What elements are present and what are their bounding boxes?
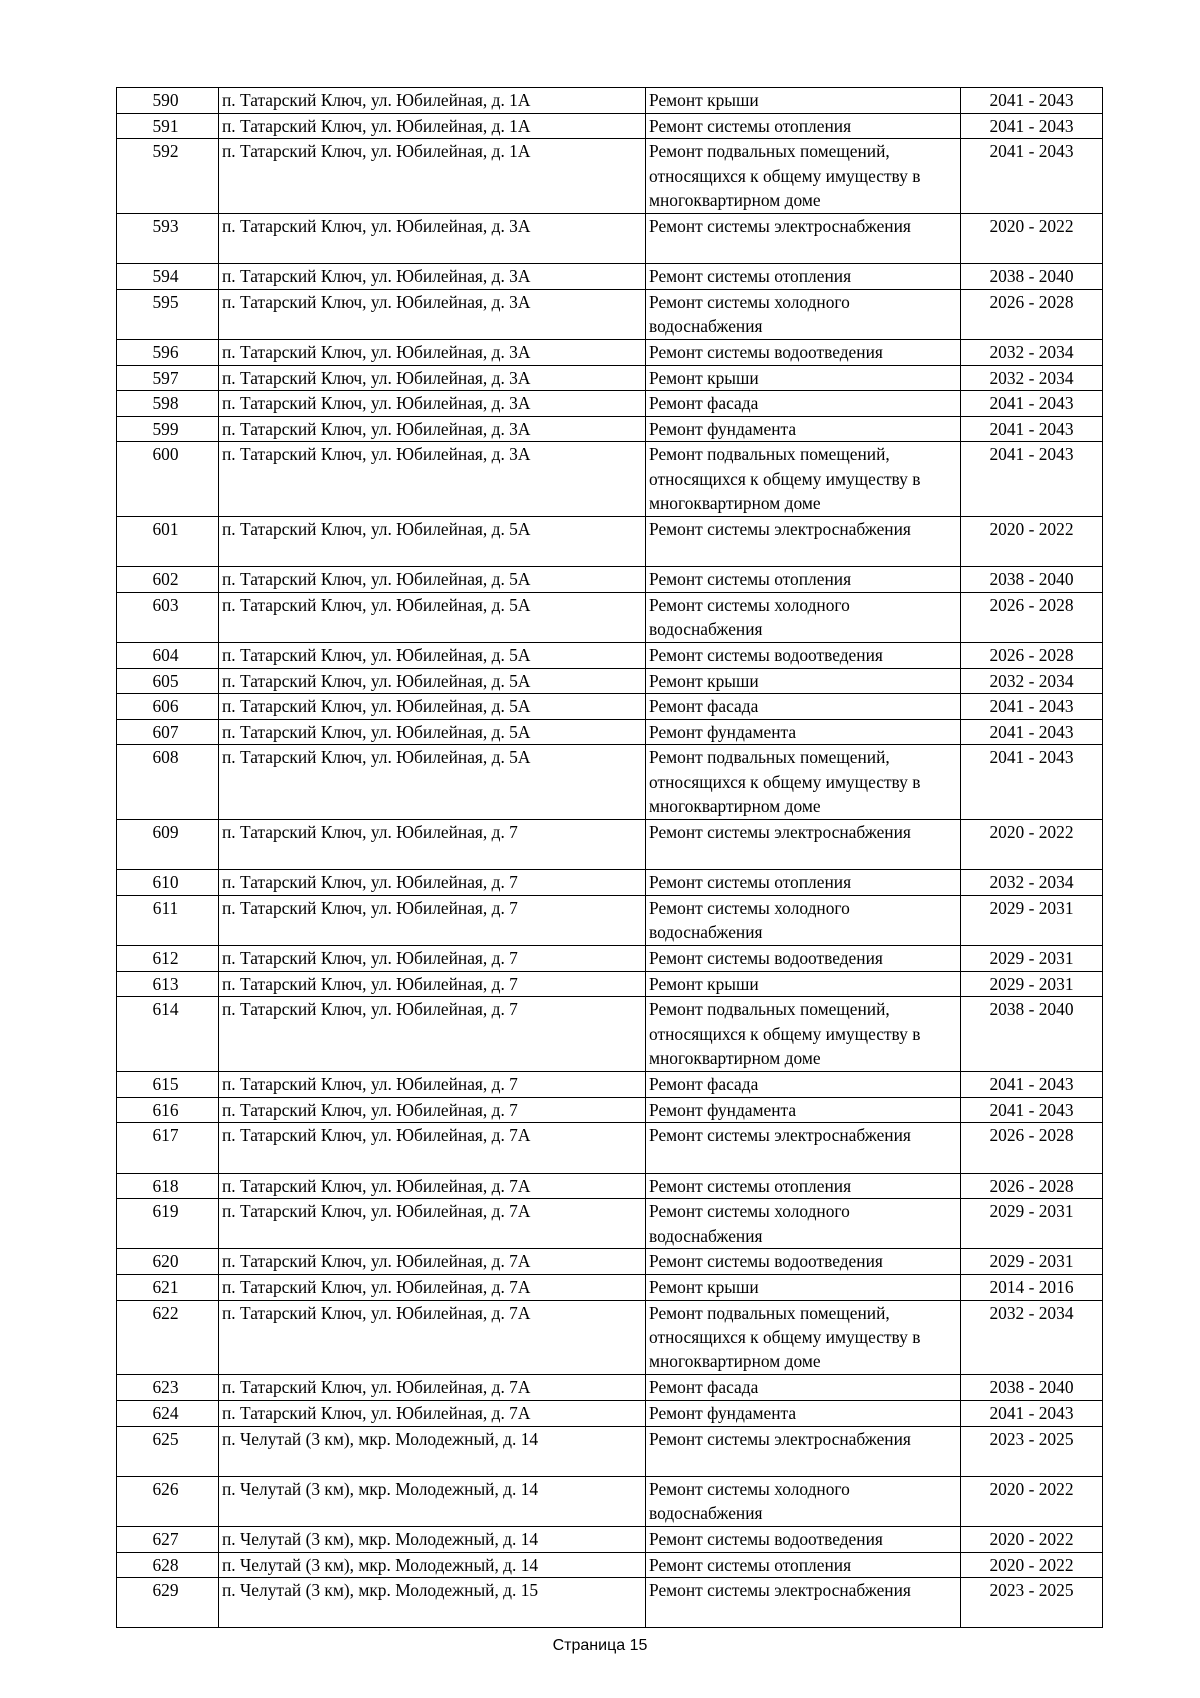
work-type-cell: Ремонт крыши [646, 668, 961, 694]
work-type-cell: Ремонт фундамента [646, 1097, 961, 1123]
row-number-cell: 624 [117, 1400, 219, 1426]
table-row [117, 997, 1103, 1072]
work-type-cell: Ремонт системы электроснабжения [646, 213, 961, 263]
address-cell: п. Татарский Ключ, ул. Юбилейная, д. 3А [219, 416, 646, 442]
work-type-cell: Ремонт системы холодного водоснабжения [646, 592, 961, 642]
work-type-cell: Ремонт системы водоотведения [646, 643, 961, 669]
address-cell: п. Челутай (3 км), мкр. Молодежный, д. 14 [219, 1552, 646, 1578]
table-row [117, 113, 1103, 139]
work-type-cell: Ремонт крыши [646, 1274, 961, 1300]
address-cell: п. Татарский Ключ, ул. Юбилейная, д. 5А [219, 694, 646, 720]
table-row [117, 896, 1103, 946]
work-type-cell: Ремонт крыши [646, 971, 961, 997]
address-cell: п. Татарский Ключ, ул. Юбилейная, д. 3А [219, 264, 646, 290]
row-number-cell: 615 [117, 1072, 219, 1098]
address-cell: п. Татарский Ключ, ул. Юбилейная, д. 3А [219, 289, 646, 339]
period-cell: 2041 - 2043 [961, 719, 1103, 745]
row-number-cell: 629 [117, 1578, 219, 1628]
table-row [117, 668, 1103, 694]
period-cell: 2029 - 2031 [961, 1199, 1103, 1249]
work-type-cell: Ремонт системы водоотведения [646, 339, 961, 365]
period-cell: 2041 - 2043 [961, 139, 1103, 214]
work-type-cell: Ремонт системы электроснабжения [646, 1123, 961, 1173]
address-cell: п. Татарский Ключ, ул. Юбилейная, д. 3А [219, 442, 646, 517]
address-cell: п. Татарский Ключ, ул. Юбилейная, д. 7 [219, 997, 646, 1072]
row-number-cell: 601 [117, 517, 219, 567]
row-number-cell: 606 [117, 694, 219, 720]
row-number-cell: 614 [117, 997, 219, 1072]
work-type-cell: Ремонт системы отопления [646, 264, 961, 290]
row-number-cell: 600 [117, 442, 219, 517]
row-number-cell: 602 [117, 567, 219, 593]
work-type-cell: Ремонт подвальных помещений, относящихся к общему имуществу в многоквартирном доме [646, 139, 961, 214]
address-cell: п. Татарский Ключ, ул. Юбилейная, д. 5А [219, 643, 646, 669]
period-cell: 2026 - 2028 [961, 1123, 1103, 1173]
table-row [117, 1426, 1103, 1476]
row-number-cell: 613 [117, 971, 219, 997]
table-row [117, 1097, 1103, 1123]
work-type-cell: Ремонт подвальных помещений, относящихся к общему имуществу в многоквартирном доме [646, 442, 961, 517]
table-row [117, 1578, 1103, 1628]
row-number-cell: 607 [117, 719, 219, 745]
page-number: Страница 15 [552, 1637, 648, 1654]
address-cell: п. Татарский Ключ, ул. Юбилейная, д. 7 [219, 1072, 646, 1098]
work-type-cell: Ремонт системы холодного водоснабжения [646, 1199, 961, 1249]
work-type-cell: Ремонт системы холодного водоснабжения [646, 1476, 961, 1526]
address-cell: п. Татарский Ключ, ул. Юбилейная, д. 7 [219, 896, 646, 946]
table-row [117, 88, 1103, 114]
address-cell: п. Татарский Ключ, ул. Юбилейная, д. 1А [219, 139, 646, 214]
period-cell: 2041 - 2043 [961, 391, 1103, 417]
table-row [117, 416, 1103, 442]
row-number-cell: 608 [117, 745, 219, 820]
period-cell: 2041 - 2043 [961, 1400, 1103, 1426]
work-type-cell: Ремонт системы отопления [646, 113, 961, 139]
work-type-cell: Ремонт системы водоотведения [646, 946, 961, 972]
table-row [117, 139, 1103, 214]
row-number-cell: 621 [117, 1274, 219, 1300]
work-type-cell: Ремонт фундамента [646, 416, 961, 442]
address-cell: п. Татарский Ключ, ул. Юбилейная, д. 3А [219, 213, 646, 263]
row-number-cell: 599 [117, 416, 219, 442]
table-row [117, 567, 1103, 593]
period-cell: 2029 - 2031 [961, 971, 1103, 997]
work-type-cell: Ремонт системы отопления [646, 567, 961, 593]
row-number-cell: 612 [117, 946, 219, 972]
address-cell: п. Челутай (3 км), мкр. Молодежный, д. 15 [219, 1578, 646, 1628]
period-cell: 2041 - 2043 [961, 442, 1103, 517]
address-cell: п. Татарский Ключ, ул. Юбилейная, д. 7А [219, 1249, 646, 1275]
work-type-cell: Ремонт фундамента [646, 1400, 961, 1426]
address-cell: п. Татарский Ключ, ул. Юбилейная, д. 1А [219, 113, 646, 139]
period-cell: 2041 - 2043 [961, 88, 1103, 114]
work-type-cell: Ремонт системы холодного водоснабжения [646, 289, 961, 339]
address-cell: п. Татарский Ключ, ул. Юбилейная, д. 7 [219, 946, 646, 972]
row-number-cell: 618 [117, 1173, 219, 1199]
table-row [117, 745, 1103, 820]
row-number-cell: 625 [117, 1426, 219, 1476]
row-number-cell: 628 [117, 1552, 219, 1578]
work-type-cell: Ремонт подвальных помещений, относящихся к общему имуществу в многоквартирном доме [646, 1300, 961, 1375]
table-row [117, 1552, 1103, 1578]
row-number-cell: 590 [117, 88, 219, 114]
period-cell: 2038 - 2040 [961, 567, 1103, 593]
row-number-cell: 597 [117, 365, 219, 391]
table-row [117, 1199, 1103, 1249]
table-row [117, 1375, 1103, 1401]
table-row [117, 264, 1103, 290]
table-row [117, 694, 1103, 720]
work-type-cell: Ремонт системы отопления [646, 1173, 961, 1199]
table-row [117, 213, 1103, 263]
address-cell: п. Татарский Ключ, ул. Юбилейная, д. 7А [219, 1199, 646, 1249]
table-row [117, 1274, 1103, 1300]
work-type-cell: Ремонт системы водоотведения [646, 1249, 961, 1275]
period-cell: 2041 - 2043 [961, 416, 1103, 442]
work-type-cell: Ремонт системы водоотведения [646, 1526, 961, 1552]
address-cell: п. Татарский Ключ, ул. Юбилейная, д. 7А [219, 1123, 646, 1173]
address-cell: п. Челутай (3 км), мкр. Молодежный, д. 14 [219, 1476, 646, 1526]
address-cell: п. Татарский Ключ, ул. Юбилейная, д. 7 [219, 1097, 646, 1123]
period-cell: 2032 - 2034 [961, 365, 1103, 391]
row-number-cell: 591 [117, 113, 219, 139]
row-number-cell: 610 [117, 870, 219, 896]
table-row [117, 1249, 1103, 1275]
table-row [117, 971, 1103, 997]
work-type-cell: Ремонт системы отопления [646, 1552, 961, 1578]
work-type-cell: Ремонт фундамента [646, 719, 961, 745]
table-row [117, 365, 1103, 391]
row-number-cell: 620 [117, 1249, 219, 1275]
row-number-cell: 592 [117, 139, 219, 214]
table-row [117, 1476, 1103, 1526]
work-type-cell: Ремонт крыши [646, 88, 961, 114]
row-number-cell: 619 [117, 1199, 219, 1249]
period-cell: 2029 - 2031 [961, 896, 1103, 946]
work-type-cell: Ремонт системы электроснабжения [646, 517, 961, 567]
period-cell: 2014 - 2016 [961, 1274, 1103, 1300]
period-cell: 2038 - 2040 [961, 264, 1103, 290]
period-cell: 2029 - 2031 [961, 946, 1103, 972]
repair-schedule-table [116, 87, 1103, 1628]
row-number-cell: 594 [117, 264, 219, 290]
work-type-cell: Ремонт подвальных помещений, относящихся к общему имуществу в многоквартирном доме [646, 745, 961, 820]
address-cell: п. Татарский Ключ, ул. Юбилейная, д. 1А [219, 88, 646, 114]
address-cell: п. Татарский Ключ, ул. Юбилейная, д. 5А [219, 517, 646, 567]
work-type-cell: Ремонт фасада [646, 1072, 961, 1098]
address-cell: п. Татарский Ключ, ул. Юбилейная, д. 7 [219, 870, 646, 896]
table-row [117, 719, 1103, 745]
row-number-cell: 598 [117, 391, 219, 417]
work-type-cell: Ремонт системы холодного водоснабжения [646, 896, 961, 946]
address-cell: п. Татарский Ключ, ул. Юбилейная, д. 7А [219, 1300, 646, 1375]
period-cell: 2020 - 2022 [961, 1526, 1103, 1552]
address-cell: п. Татарский Ключ, ул. Юбилейная, д. 5А [219, 745, 646, 820]
period-cell: 2026 - 2028 [961, 1173, 1103, 1199]
period-cell: 2020 - 2022 [961, 820, 1103, 870]
address-cell: п. Татарский Ключ, ул. Юбилейная, д. 3А [219, 339, 646, 365]
work-type-cell: Ремонт подвальных помещений, относящихся к общему имуществу в многоквартирном доме [646, 997, 961, 1072]
row-number-cell: 626 [117, 1476, 219, 1526]
address-cell: п. Челутай (3 км), мкр. Молодежный, д. 14 [219, 1426, 646, 1476]
address-cell: п. Татарский Ключ, ул. Юбилейная, д. 7А [219, 1375, 646, 1401]
period-cell: 2041 - 2043 [961, 1072, 1103, 1098]
table-row [117, 1072, 1103, 1098]
period-cell: 2038 - 2040 [961, 997, 1103, 1072]
period-cell: 2032 - 2034 [961, 870, 1103, 896]
address-cell: п. Челутай (3 км), мкр. Молодежный, д. 14 [219, 1526, 646, 1552]
period-cell: 2041 - 2043 [961, 1097, 1103, 1123]
address-cell: п. Татарский Ключ, ул. Юбилейная, д. 5А [219, 592, 646, 642]
work-type-cell: Ремонт системы электроснабжения [646, 1578, 961, 1628]
work-type-cell: Ремонт системы отопления [646, 870, 961, 896]
row-number-cell: 627 [117, 1526, 219, 1552]
period-cell: 2020 - 2022 [961, 213, 1103, 263]
period-cell: 2041 - 2043 [961, 694, 1103, 720]
work-type-cell: Ремонт фасада [646, 1375, 961, 1401]
period-cell: 2032 - 2034 [961, 1300, 1103, 1375]
period-cell: 2023 - 2025 [961, 1426, 1103, 1476]
period-cell: 2020 - 2022 [961, 1552, 1103, 1578]
row-number-cell: 603 [117, 592, 219, 642]
row-number-cell: 593 [117, 213, 219, 263]
table-row [117, 517, 1103, 567]
work-type-cell: Ремонт крыши [646, 365, 961, 391]
period-cell: 2026 - 2028 [961, 592, 1103, 642]
row-number-cell: 596 [117, 339, 219, 365]
period-cell: 2026 - 2028 [961, 643, 1103, 669]
table-row [117, 1123, 1103, 1173]
work-type-cell: Ремонт фасада [646, 694, 961, 720]
period-cell: 2041 - 2043 [961, 745, 1103, 820]
address-cell: п. Татарский Ключ, ул. Юбилейная, д. 5А [219, 567, 646, 593]
work-type-cell: Ремонт фасада [646, 391, 961, 417]
row-number-cell: 617 [117, 1123, 219, 1173]
address-cell: п. Татарский Ключ, ул. Юбилейная, д. 5А [219, 668, 646, 694]
row-number-cell: 616 [117, 1097, 219, 1123]
row-number-cell: 604 [117, 643, 219, 669]
work-type-cell: Ремонт системы электроснабжения [646, 820, 961, 870]
address-cell: п. Татарский Ключ, ул. Юбилейная, д. 3А [219, 365, 646, 391]
period-cell: 2023 - 2025 [961, 1578, 1103, 1628]
row-number-cell: 623 [117, 1375, 219, 1401]
period-cell: 2032 - 2034 [961, 339, 1103, 365]
work-type-cell: Ремонт системы электроснабжения [646, 1426, 961, 1476]
table-row [117, 946, 1103, 972]
table-body [117, 88, 1103, 1628]
address-cell: п. Татарский Ключ, ул. Юбилейная, д. 7А [219, 1400, 646, 1426]
table-row [117, 289, 1103, 339]
table-row [117, 1400, 1103, 1426]
table-row [117, 1526, 1103, 1552]
table-row [117, 592, 1103, 642]
address-cell: п. Татарский Ключ, ул. Юбилейная, д. 5А [219, 719, 646, 745]
period-cell: 2020 - 2022 [961, 517, 1103, 567]
period-cell: 2041 - 2043 [961, 113, 1103, 139]
row-number-cell: 605 [117, 668, 219, 694]
address-cell: п. Татарский Ключ, ул. Юбилейная, д. 3А [219, 391, 646, 417]
table-row [117, 1300, 1103, 1375]
document-sheet [116, 87, 1102, 1628]
table-row [117, 1173, 1103, 1199]
period-cell: 2029 - 2031 [961, 1249, 1103, 1275]
period-cell: 2020 - 2022 [961, 1476, 1103, 1526]
table-row [117, 870, 1103, 896]
table-row [117, 820, 1103, 870]
table-row [117, 391, 1103, 417]
table-row [117, 339, 1103, 365]
period-cell: 2038 - 2040 [961, 1375, 1103, 1401]
address-cell: п. Татарский Ключ, ул. Юбилейная, д. 7А [219, 1173, 646, 1199]
address-cell: п. Татарский Ключ, ул. Юбилейная, д. 7А [219, 1274, 646, 1300]
row-number-cell: 622 [117, 1300, 219, 1375]
table-row [117, 442, 1103, 517]
period-cell: 2026 - 2028 [961, 289, 1103, 339]
row-number-cell: 611 [117, 896, 219, 946]
table-row [117, 643, 1103, 669]
row-number-cell: 595 [117, 289, 219, 339]
address-cell: п. Татарский Ключ, ул. Юбилейная, д. 7 [219, 971, 646, 997]
row-number-cell: 609 [117, 820, 219, 870]
address-cell: п. Татарский Ключ, ул. Юбилейная, д. 7 [219, 820, 646, 870]
period-cell: 2032 - 2034 [961, 668, 1103, 694]
